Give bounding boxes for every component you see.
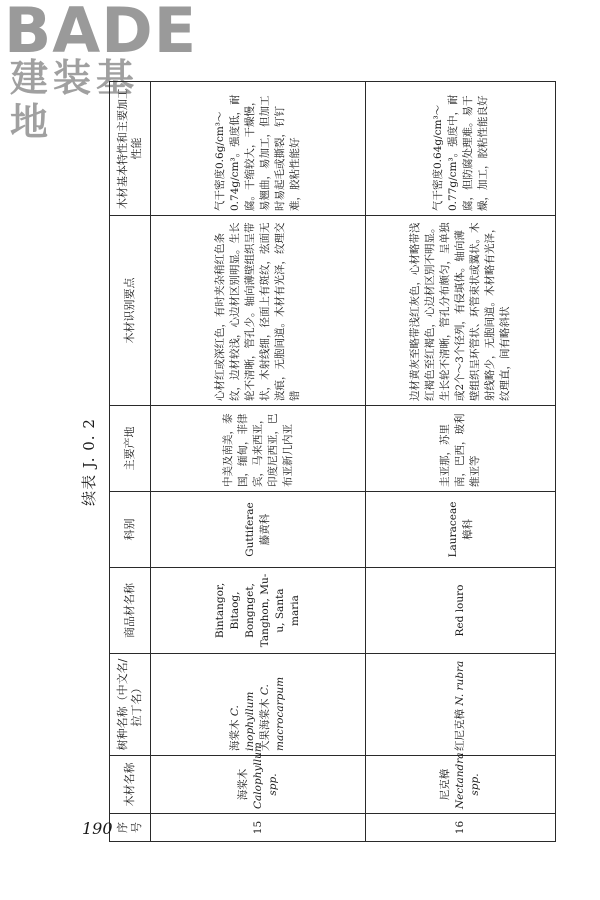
cell-trade: Bintangor, Bitaog, Bongnget, Tanghon, Mu-u, Santa maria (151, 568, 366, 654)
species-cn: 红尼克樟 (454, 709, 466, 751)
page-number: 190 (82, 819, 113, 838)
cell-identify: 心材红或深红色，有时夹杂稍红色条纹，边材较浅，心边材区别明显。生长轮不清晰，管孔少。轴向薄壁组织呈带状，木射线细，径面上有斑纹，弦面无波痕，无胞间道。木材有光泽，纹理交错 (151, 216, 366, 406)
material-cn: 海棠木 (236, 768, 249, 801)
cell-material (366, 752, 556, 814)
cell-seq: 16 (366, 814, 556, 842)
family-cn: 藤黄科 (259, 513, 271, 546)
header-trade: 商品材名称 (110, 568, 151, 654)
header-species: 树种名称（中文名/拉丁名） (110, 654, 151, 756)
cell-seq: 15 (151, 814, 366, 842)
header-origin: 主要产地 (110, 406, 151, 492)
cell-origin: 圭亚那，苏里南，巴西，玻利维亚等 (366, 406, 556, 492)
header-material: 木材名称 (110, 756, 151, 814)
cell-family (366, 492, 556, 568)
wood-species-table (109, 81, 556, 842)
logo-wordmark: BADE (4, 0, 198, 67)
table-row (151, 82, 366, 842)
header-family: 科别 (110, 492, 151, 568)
cell-trade: Red louro (366, 568, 556, 654)
logo-subtitle: 建装基地 (10, 56, 140, 144)
header-identify: 木材识别要点 (110, 216, 151, 406)
table-caption: 续表 J. 0. 2 (80, 418, 98, 506)
species-latin: C. macrocarpum (259, 676, 286, 751)
cell-material (151, 742, 366, 814)
material-cn: 尼克樟 (439, 768, 451, 801)
species-cn: 大果海棠木 (259, 698, 271, 751)
family-cn: 樟科 (461, 519, 474, 540)
material-latin: Calophyllum spp. (251, 742, 279, 809)
species-latin: N. rubra (454, 660, 466, 706)
cell-identify: 边材黄灰至略带浅红灰色，心材略带浅红褐色至红褐色，心边材区别不明显。生长轮不清晰，管孔分布颇匀，呈单独或2个～3个径列，有侵填体。轴向薄壁组织呈环管状、环管束状或翼状。木射线略少，无胞间道。木材略有光泽，纹理直，间有略斜状 (366, 216, 556, 406)
family-latin: Guttiferae (244, 502, 256, 557)
material-latin: Nectandra spp. (454, 752, 481, 809)
cell-species (151, 654, 366, 756)
rotated-table-page (74, 82, 524, 842)
header-property: 木材基本特性和主要加工性能 (110, 82, 151, 216)
family-latin: Lauraceae (446, 501, 459, 558)
cell-property: 气干密度0.64g/cm³～0.77g/cm³。强度中，耐腐，但防腐处理难。易干燥，加工，胶粘性能良好 (366, 82, 556, 216)
species-cn: 海棠木 (229, 719, 241, 751)
cell-species (366, 654, 556, 756)
table-header-row (110, 82, 151, 842)
cell-origin: 中美及南美，泰国，缅甸，菲律宾，马来西亚，印度尼西亚，巴布亚新几内亚 (151, 406, 366, 492)
header-seq: 序号 (110, 814, 151, 842)
species-latin: C. inophyllum (229, 691, 256, 751)
cell-property: 气干密度0.6g/cm³～0.74g/cm³。强度低，耐腐。干缩较大，干燥慢，易翘曲，易加工，但加工时易起毛或撕裂，钉钉难，胶粘性能好 (151, 82, 366, 216)
table-row (366, 82, 556, 842)
cell-family (151, 492, 366, 568)
